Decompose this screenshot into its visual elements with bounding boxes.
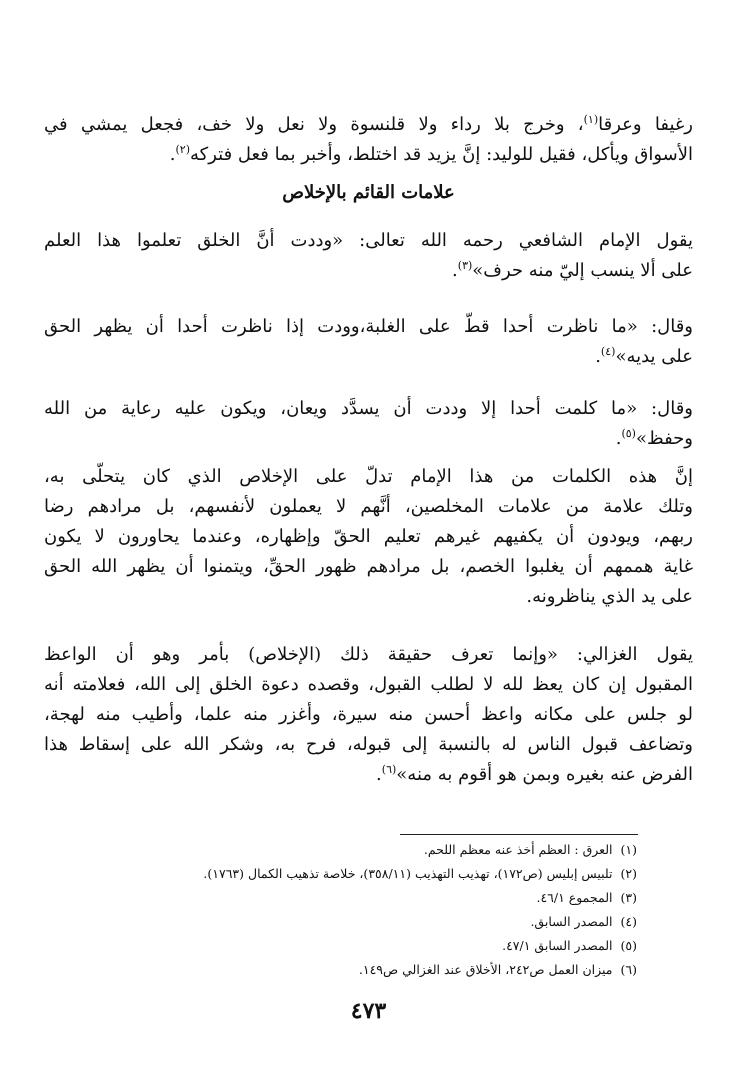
footnote-ref[interactable]: (٤) [600, 345, 616, 358]
footnote-separator [400, 834, 638, 835]
text-line: يقول الإمام الشافعي رحمه الله تعالى: «وددت أنَّ الخلق تعلموا هذا العلم [44, 230, 693, 251]
text-line: الأسواق ويأكل، فقيل للوليد: إنَّ يزيد قد اختلط، وأخبر بما فعل فتركه$^{(٢)}$. [169, 143, 693, 165]
footnote-number: (٢) [620, 866, 637, 881]
text-line: وتلك علامة من علامات المخلصين، أنَّهم لا يعملون لأنفسهم، بل مرادهم رضا [44, 496, 693, 517]
text-line: غاية هممهم أن يغلبوا الخصم، بل مرادهم ظهور الحقِّ، ويتمنوا أن يظهر الله الحق [44, 556, 693, 577]
footnotes [44, 838, 637, 982]
section-heading: علامات القائم بالإخلاص [282, 182, 455, 203]
footnote-item [44, 934, 637, 958]
footnote-ref[interactable]: (٣) [457, 259, 473, 272]
text-line: الفرض عنه بغيره وبمن هو أقوم به منه»$^{(٦)}$. [376, 763, 693, 785]
paragraph-ghazali [44, 640, 693, 790]
footnote-number: (١) [620, 842, 637, 857]
footnote-item [44, 862, 637, 886]
footnote-text: المجموع ٤٦/١. [536, 890, 613, 905]
text-line: وقال: «ما كلمت أحدا إلا وددت أن يسدَّد ويعان، ويكون عليه رعاية من الله [44, 398, 693, 419]
footnote-ref[interactable]: (٦) [381, 763, 397, 776]
text-line: على يد الذي يناظرونه. [526, 586, 693, 607]
text-line: رغيفا وعرقا$^{(١)}$، وخرج بلا رداء ولا قلنسوة ولا نعل ولا خف، فجعل يمشي في [44, 113, 693, 135]
text-line: وقال: «ما ناظرت أحدا قطّ على الغلبة،وودت إذا ناظرت أحدا أن يظهر الحق [44, 316, 693, 337]
footnote-item [44, 958, 637, 982]
text-line: إنَّ هذه الكلمات من هذا الإمام تدلّ على الإخلاص الذي كان يتحلّى به، [44, 466, 693, 487]
paragraph-shafii [44, 226, 693, 286]
text-line: على يديه»$^{(٤)}$. [595, 345, 693, 367]
text-line: ربهم، ويودون أن يكفيهم غيرهم تعليم الحقّ وإظهاره، وعندما يحاورون لا يكون [44, 526, 693, 547]
text-line: وحفظ»$^{(٥)}$. [615, 427, 693, 449]
page-number: ٤٧٣ [350, 998, 387, 1024]
text-line: على ألا ينسب إليّ منه حرف»$^{(٣)}$. [452, 259, 693, 281]
footnote-number: (٣) [620, 890, 637, 905]
paragraph-intro [44, 110, 693, 170]
footnote-item [44, 838, 637, 862]
footnote-text: العرق : العظم أخذ عنه معظم اللحم. [423, 842, 613, 857]
footnote-text: المصدر السابق. [530, 914, 613, 929]
paragraph-quote-2 [44, 312, 693, 372]
footnote-number: (٥) [620, 938, 637, 953]
text-line: وتضاعف قبول الناس له بالنسبة إلى قبوله، فرح به، وشكر الله على إسقاط هذا [44, 734, 693, 755]
footnote-number: (٤) [620, 914, 637, 929]
footnote-ref[interactable]: (١) [583, 113, 599, 126]
paragraph-commentary [44, 462, 693, 612]
footnote-text: المصدر السابق ٤٧/١. [502, 938, 613, 953]
footnote-text: تلبيس إبليس (ص١٧٢)، تهذيب التهذيب (٣٥٨/١١)، خلاصة تذهيب الكمال (١٧٦٣). [203, 866, 613, 881]
paragraph-quote-3 [44, 394, 693, 454]
text-line: يقول الغزالي: «وإنما تعرف حقيقة ذلك (الإخلاص) بأمر وهو أن الواعظ [44, 644, 693, 665]
text-line: المقبول إن كان يعظ لله لا لطلب القبول، وقصده دعوة الخلق إلى الله، فعلامته أنه [44, 674, 693, 695]
footnote-item [44, 886, 637, 910]
footnote-text: ميزان العمل ص٢٤٢، الأخلاق عند الغزالي ص١٤٩. [358, 962, 613, 977]
footnote-item [44, 910, 637, 934]
footnote-number: (٦) [620, 962, 637, 977]
footnote-ref[interactable]: (٢) [175, 143, 191, 156]
text-line: لو جلس على مكانه واعظ أحسن منه سيرة، وأغزر منه علما، وأطيب منه لهجة، [44, 704, 693, 725]
footnote-ref[interactable]: (٥) [621, 427, 636, 440]
